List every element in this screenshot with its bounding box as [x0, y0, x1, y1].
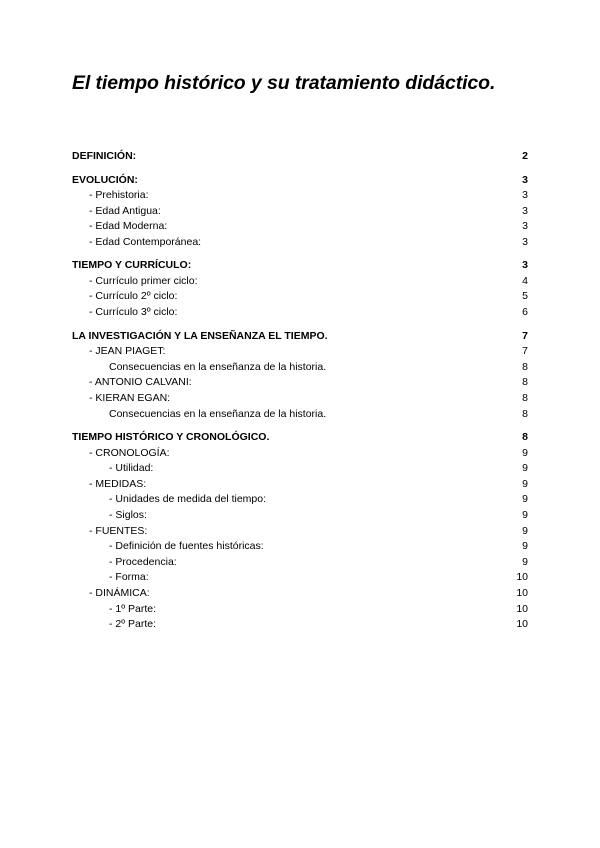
toc-section-heading[interactable]: [72, 257, 528, 274]
toc-page-number: 10: [516, 586, 528, 599]
toc-entry-label: - Currículo primer ciclo:: [89, 274, 198, 287]
toc-page-number: 9: [522, 462, 528, 475]
toc-entry-label: DEFINICIÓN:: [72, 150, 137, 162]
toc-entry-label: - 2º Parte:: [109, 618, 157, 631]
toc-page-number: 10: [516, 602, 528, 615]
toc-entry[interactable]: [72, 407, 528, 423]
toc-page-number: 9: [522, 540, 528, 553]
toc-entry[interactable]: [72, 508, 528, 524]
toc-page-number: 10: [516, 571, 528, 584]
toc-entry-label: - Currículo 3º ciclo:: [89, 306, 178, 319]
toc-entry-label: - Forma:: [109, 571, 149, 584]
toc-entry-label: LA INVESTIGACIÓN Y LA ENSEÑANZA EL TIEMPO.: [72, 329, 328, 342]
toc-entry-label: Consecuencias en la enseñanza de la historia.: [109, 360, 327, 373]
toc-entry[interactable]: [72, 617, 528, 633]
toc-section-heading[interactable]: [72, 328, 528, 345]
toc-entry[interactable]: [72, 477, 528, 493]
toc-entry-label: - Procedencia:: [109, 555, 177, 568]
toc-page-number: 10: [516, 618, 528, 631]
toc-page-number: 3: [522, 204, 528, 217]
toc-page-number: 8: [522, 360, 528, 373]
toc-page-number: 8: [522, 376, 528, 389]
toc-page-number: 2: [522, 150, 528, 162]
toc-entry[interactable]: [72, 344, 528, 360]
toc-entry[interactable]: [72, 446, 528, 462]
toc-entry-label: - Utilidad:: [109, 462, 154, 475]
toc-entry-label: - KIERAN EGAN:: [89, 391, 171, 404]
toc-entry[interactable]: [72, 524, 528, 540]
toc-section-heading[interactable]: [72, 148, 528, 165]
toc-entry[interactable]: [72, 360, 528, 376]
toc-entry-label: - DINÁMICA:: [89, 586, 150, 599]
toc-entry[interactable]: [72, 219, 528, 235]
toc-entry[interactable]: [72, 461, 528, 477]
toc-entry[interactable]: [72, 375, 528, 391]
toc-section: [72, 172, 528, 251]
toc-page-number: 9: [522, 509, 528, 521]
toc-page-number: 8: [522, 431, 528, 444]
toc-entry[interactable]: [72, 235, 528, 251]
toc-entry-label: EVOLUCIÓN:: [72, 173, 138, 186]
toc-entry[interactable]: [72, 188, 528, 204]
toc-entry[interactable]: [72, 305, 528, 321]
toc-page-number: 4: [522, 274, 528, 287]
toc-entry-label: - Siglos:: [109, 509, 147, 521]
toc-page-number: 3: [522, 173, 528, 186]
toc-entry[interactable]: [72, 289, 528, 305]
toc-page-number: 3: [522, 189, 528, 201]
toc-entry[interactable]: [72, 391, 528, 407]
toc-entry[interactable]: [72, 602, 528, 618]
toc-entry-label: - Edad Moderna:: [89, 220, 168, 233]
toc-entry[interactable]: [72, 492, 528, 508]
toc-section: [72, 328, 528, 422]
toc-entry[interactable]: [72, 539, 528, 555]
toc-section: [72, 257, 528, 320]
toc-page-number: 9: [522, 555, 528, 568]
toc-page-number: 3: [522, 235, 528, 248]
toc-entry-label: - Currículo 2º ciclo:: [89, 290, 178, 303]
toc-entry-label: - FUENTES:: [89, 524, 148, 537]
toc-entry-label: - MEDIDAS:: [89, 477, 147, 490]
toc-page-number: 3: [522, 259, 528, 272]
toc-section-heading[interactable]: [72, 429, 528, 446]
toc-entry-label: - Edad Antigua:: [89, 204, 161, 217]
toc-entry-label: - Unidades de medida del tiempo:: [109, 493, 267, 506]
toc-entry-label: Consecuencias en la enseñanza de la historia.: [109, 407, 327, 420]
toc-page-number: 3: [522, 220, 528, 233]
toc-entry[interactable]: [72, 274, 528, 290]
toc-page-number: 5: [522, 290, 528, 303]
toc-entry-label: - Definición de fuentes históricas:: [109, 540, 264, 553]
toc-entry-label: - Edad Contemporánea:: [89, 235, 202, 248]
toc-entry[interactable]: [72, 555, 528, 571]
toc-entry-label: TIEMPO HISTÓRICO Y CRONOLÓGICO.: [72, 431, 270, 444]
toc-entry-label: - JEAN PIAGET:: [89, 345, 166, 358]
toc-entry-label: TIEMPO Y CURRÍCULO:: [72, 259, 192, 272]
toc-page-number: 8: [522, 407, 528, 420]
toc-page-number: 7: [522, 345, 528, 358]
toc-entry-label: - CRONOLOGÍA:: [89, 446, 170, 459]
toc-entry[interactable]: [72, 204, 528, 220]
toc-section: [72, 148, 528, 165]
page-title: El tiempo histórico y su tratamiento didáctico.: [72, 72, 496, 94]
toc-page-number: 8: [522, 391, 528, 404]
toc-section: [72, 429, 528, 633]
toc-page-number: 9: [522, 446, 528, 459]
toc-entry[interactable]: [72, 570, 528, 586]
toc-section-heading[interactable]: [72, 172, 528, 189]
toc-entry[interactable]: [72, 586, 528, 602]
toc-page-number: 9: [522, 477, 528, 490]
toc-entry-label: - 1º Parte:: [109, 602, 157, 615]
table-of-contents: [72, 148, 528, 640]
toc-page-number: 9: [522, 524, 528, 537]
toc-page-number: 7: [522, 329, 528, 342]
toc-page-number: 6: [522, 306, 528, 319]
toc-page-number: 9: [522, 493, 528, 506]
toc-entry-label: - ANTONIO CALVANI:: [89, 376, 192, 389]
toc-entry-label: - Prehistoria:: [89, 189, 149, 201]
